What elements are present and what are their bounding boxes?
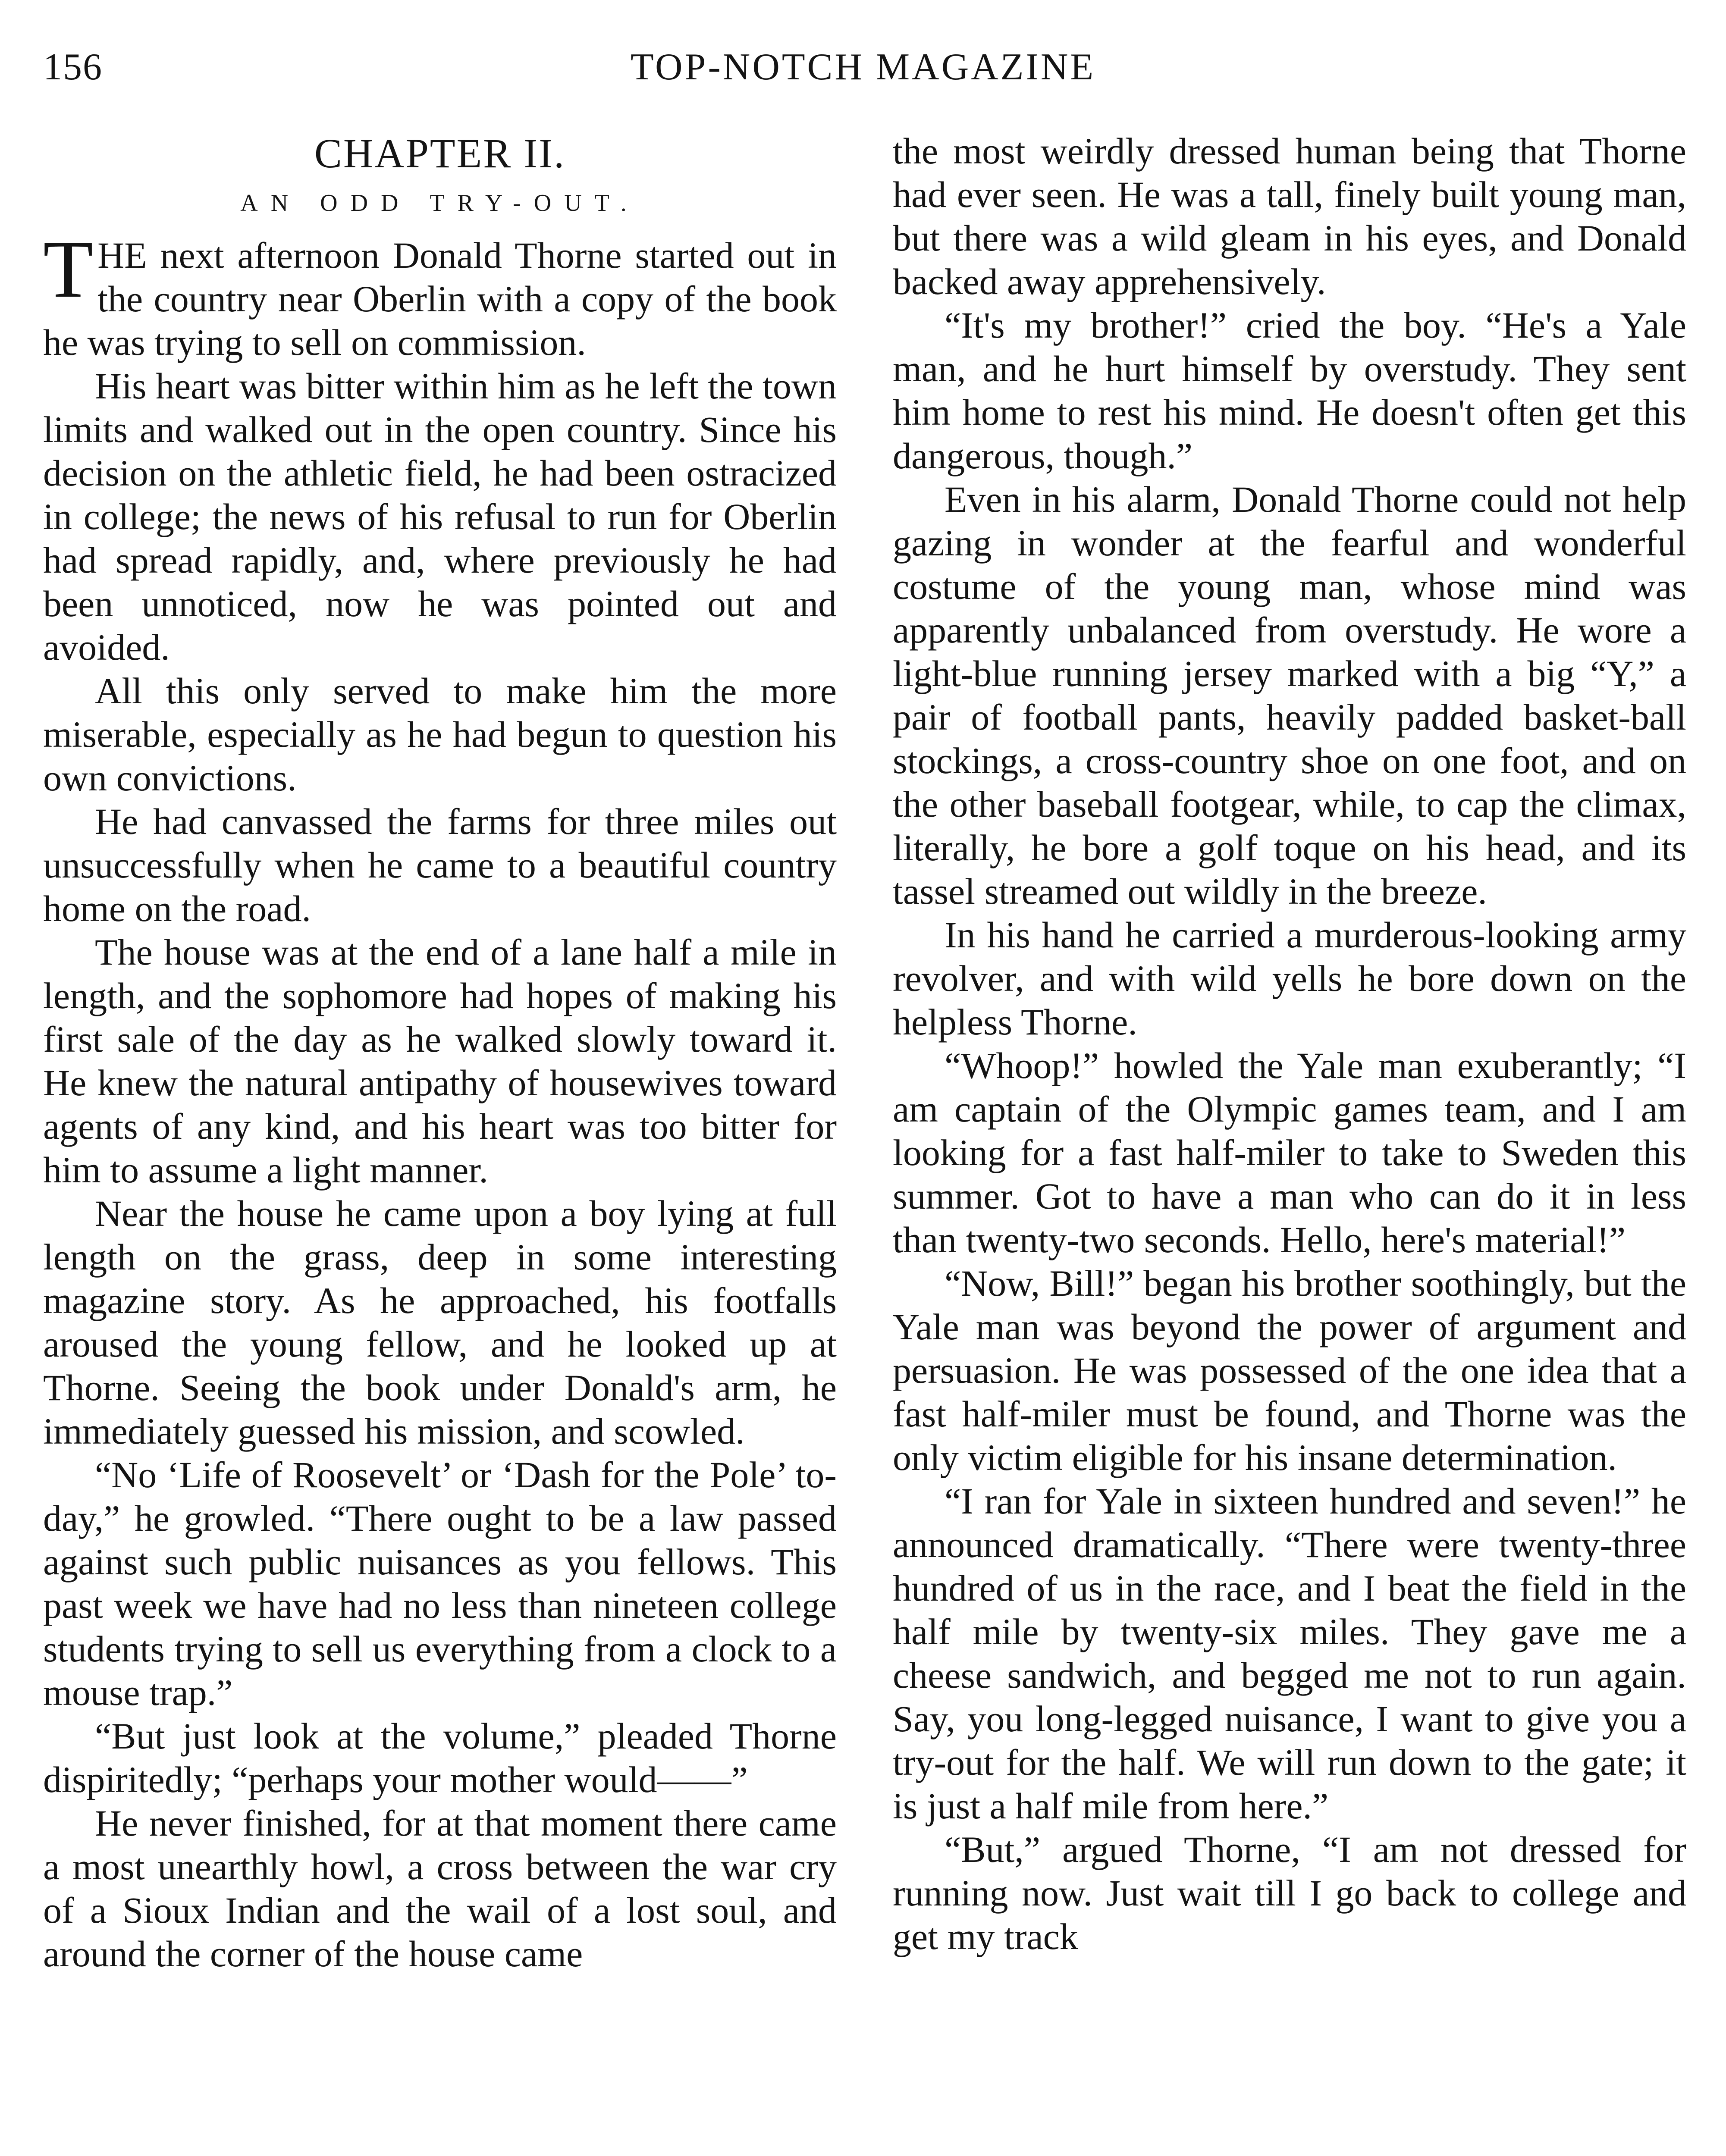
- running-head: [43, 41, 1683, 93]
- paragraph: “It's my brother!” cried the boy. “He's a Yale man, and he hurt himself by overstudy. They sent him home to rest his mind. He doesn't often get this dangerous, though.”: [893, 304, 1686, 476]
- paragraph: The house was at the end of a lane half a mile in length, and the sophomore had hopes of making his first sale of the day as he walked slowly toward it. He knew the natural antipathy of housewives toward agents of any kind, and his heart was too bitter for him to assume a light manner.: [43, 931, 837, 1191]
- paragraph: “Now, Bill!” began his brother soothingly, but the Yale man was beyond the power of argument and persuasion. He was possessed of the one idea that a fast half-miler must be found, and Thorne was the only victim eligible for his insane determination.: [893, 1263, 1686, 1478]
- paragraph: Even in his alarm, Donald Thorne could not help gazing in wonder at the fearful and wonderful costume of the young man, whose mind was apparently unbalanced from overstudy. He wore a light-blue running jersey marked with a big “Y,” a pair of football pants, heavily padded basket-ball stockings, a cross-country shoe on one foot, and on the other baseball footgear, while, to cap the climax, literally, he bore a golf toque on his head, and its tassel streamed out wildly in the breeze.: [893, 479, 1686, 912]
- paragraph: In his hand he carried a murderous-looking army revolver, and with wild yells he bore down on the helpless Thorne.: [893, 914, 1686, 1043]
- paragraph: “No ‘Life of Roosevelt’ or ‘Dash for the Pole’ to-day,” he growled. “There ought to be a law passed against such public nuisances as you fellows. This past week we have had no less than nineteen college students trying to sell us everything from a clock to a mouse trap.”: [43, 1454, 837, 1713]
- paragraph: All this only served to make him the more miserable, especially as he had begun to question his own convictions.: [43, 670, 837, 799]
- paragraph-text: HE next afternoon Donald Thorne started out in the country near Oberlin with a copy of the book he was trying to sell on commission.: [43, 235, 837, 363]
- page-number: 156: [43, 46, 103, 88]
- paragraph: His heart was bitter within him as he left the town limits and walked out in the open country. Since his decision on the athletic field, he had been ostracized in college; the news of his refusal to run for Oberlin had spread rapidly, and, where previously he had been unnoticed, now he was pointed out and avoided.: [43, 365, 837, 668]
- paragraph: He never finished, for at that moment there came a most unearthly howl, a cross between the war cry of a Sioux Indian and the wail of a lost soul, and around the corner of the house came: [43, 1802, 837, 1974]
- text-columns: [43, 129, 1686, 2156]
- paragraph-continued: the most weirdly dressed human being that Thorne had ever seen. He was a tall, finely built young man, but there was a wild gleam in his eyes, and Donald backed away apprehensively.: [893, 130, 1686, 302]
- magazine-title: TOP-NOTCH MAGAZINE: [630, 46, 1096, 88]
- left-column: [43, 129, 837, 2156]
- chapter-heading: CHAPTER II.: [314, 130, 566, 176]
- paragraph: “I ran for Yale in sixteen hundred and seven!” he announced dramatically. “There were twenty-three hundred of us in the race, and I beat the field in the half mile by twenty-six miles. They gave me a cheese sandwich, and begged me not to run again. Say, you long-legged nuisance, I want to give you a try-out for the half. We will run down to the gate; it is just a half mile from here.”: [893, 1480, 1686, 1827]
- right-column: [893, 129, 1686, 2156]
- paragraph: “But,” argued Thorne, “I am not dressed for running now. Just wait till I go back to college and get my track: [893, 1829, 1686, 1957]
- paragraph: “Whoop!” howled the Yale man exuberantly; “I am captain of the Olympic games team, and I am looking for a fast half-miler to take to Sweden this summer. Got to have a man who can do it in less than twenty-two seconds. Hello, here's material!”: [893, 1045, 1686, 1260]
- paragraph: “But just look at the volume,” pleaded Thorne dispiritedly; “perhaps your mother would——”: [43, 1715, 837, 1800]
- paragraph: He had canvassed the farms for three miles out unsuccessfully when he came to a beautiful country home on the road.: [43, 801, 837, 929]
- paragraph: Near the house he came upon a boy lying at full length on the grass, deep in some interesting magazine story. As he approached, his footfalls aroused the young fellow, and he looked up at Thorne. Seeing the book under Donald's arm, he immediately guessed his mission, and scowled.: [43, 1193, 837, 1452]
- paragraph: [43, 224, 837, 364]
- chapter-subtitle: AN ODD TRY-OUT.: [240, 190, 640, 216]
- drop-cap: T: [43, 224, 94, 315]
